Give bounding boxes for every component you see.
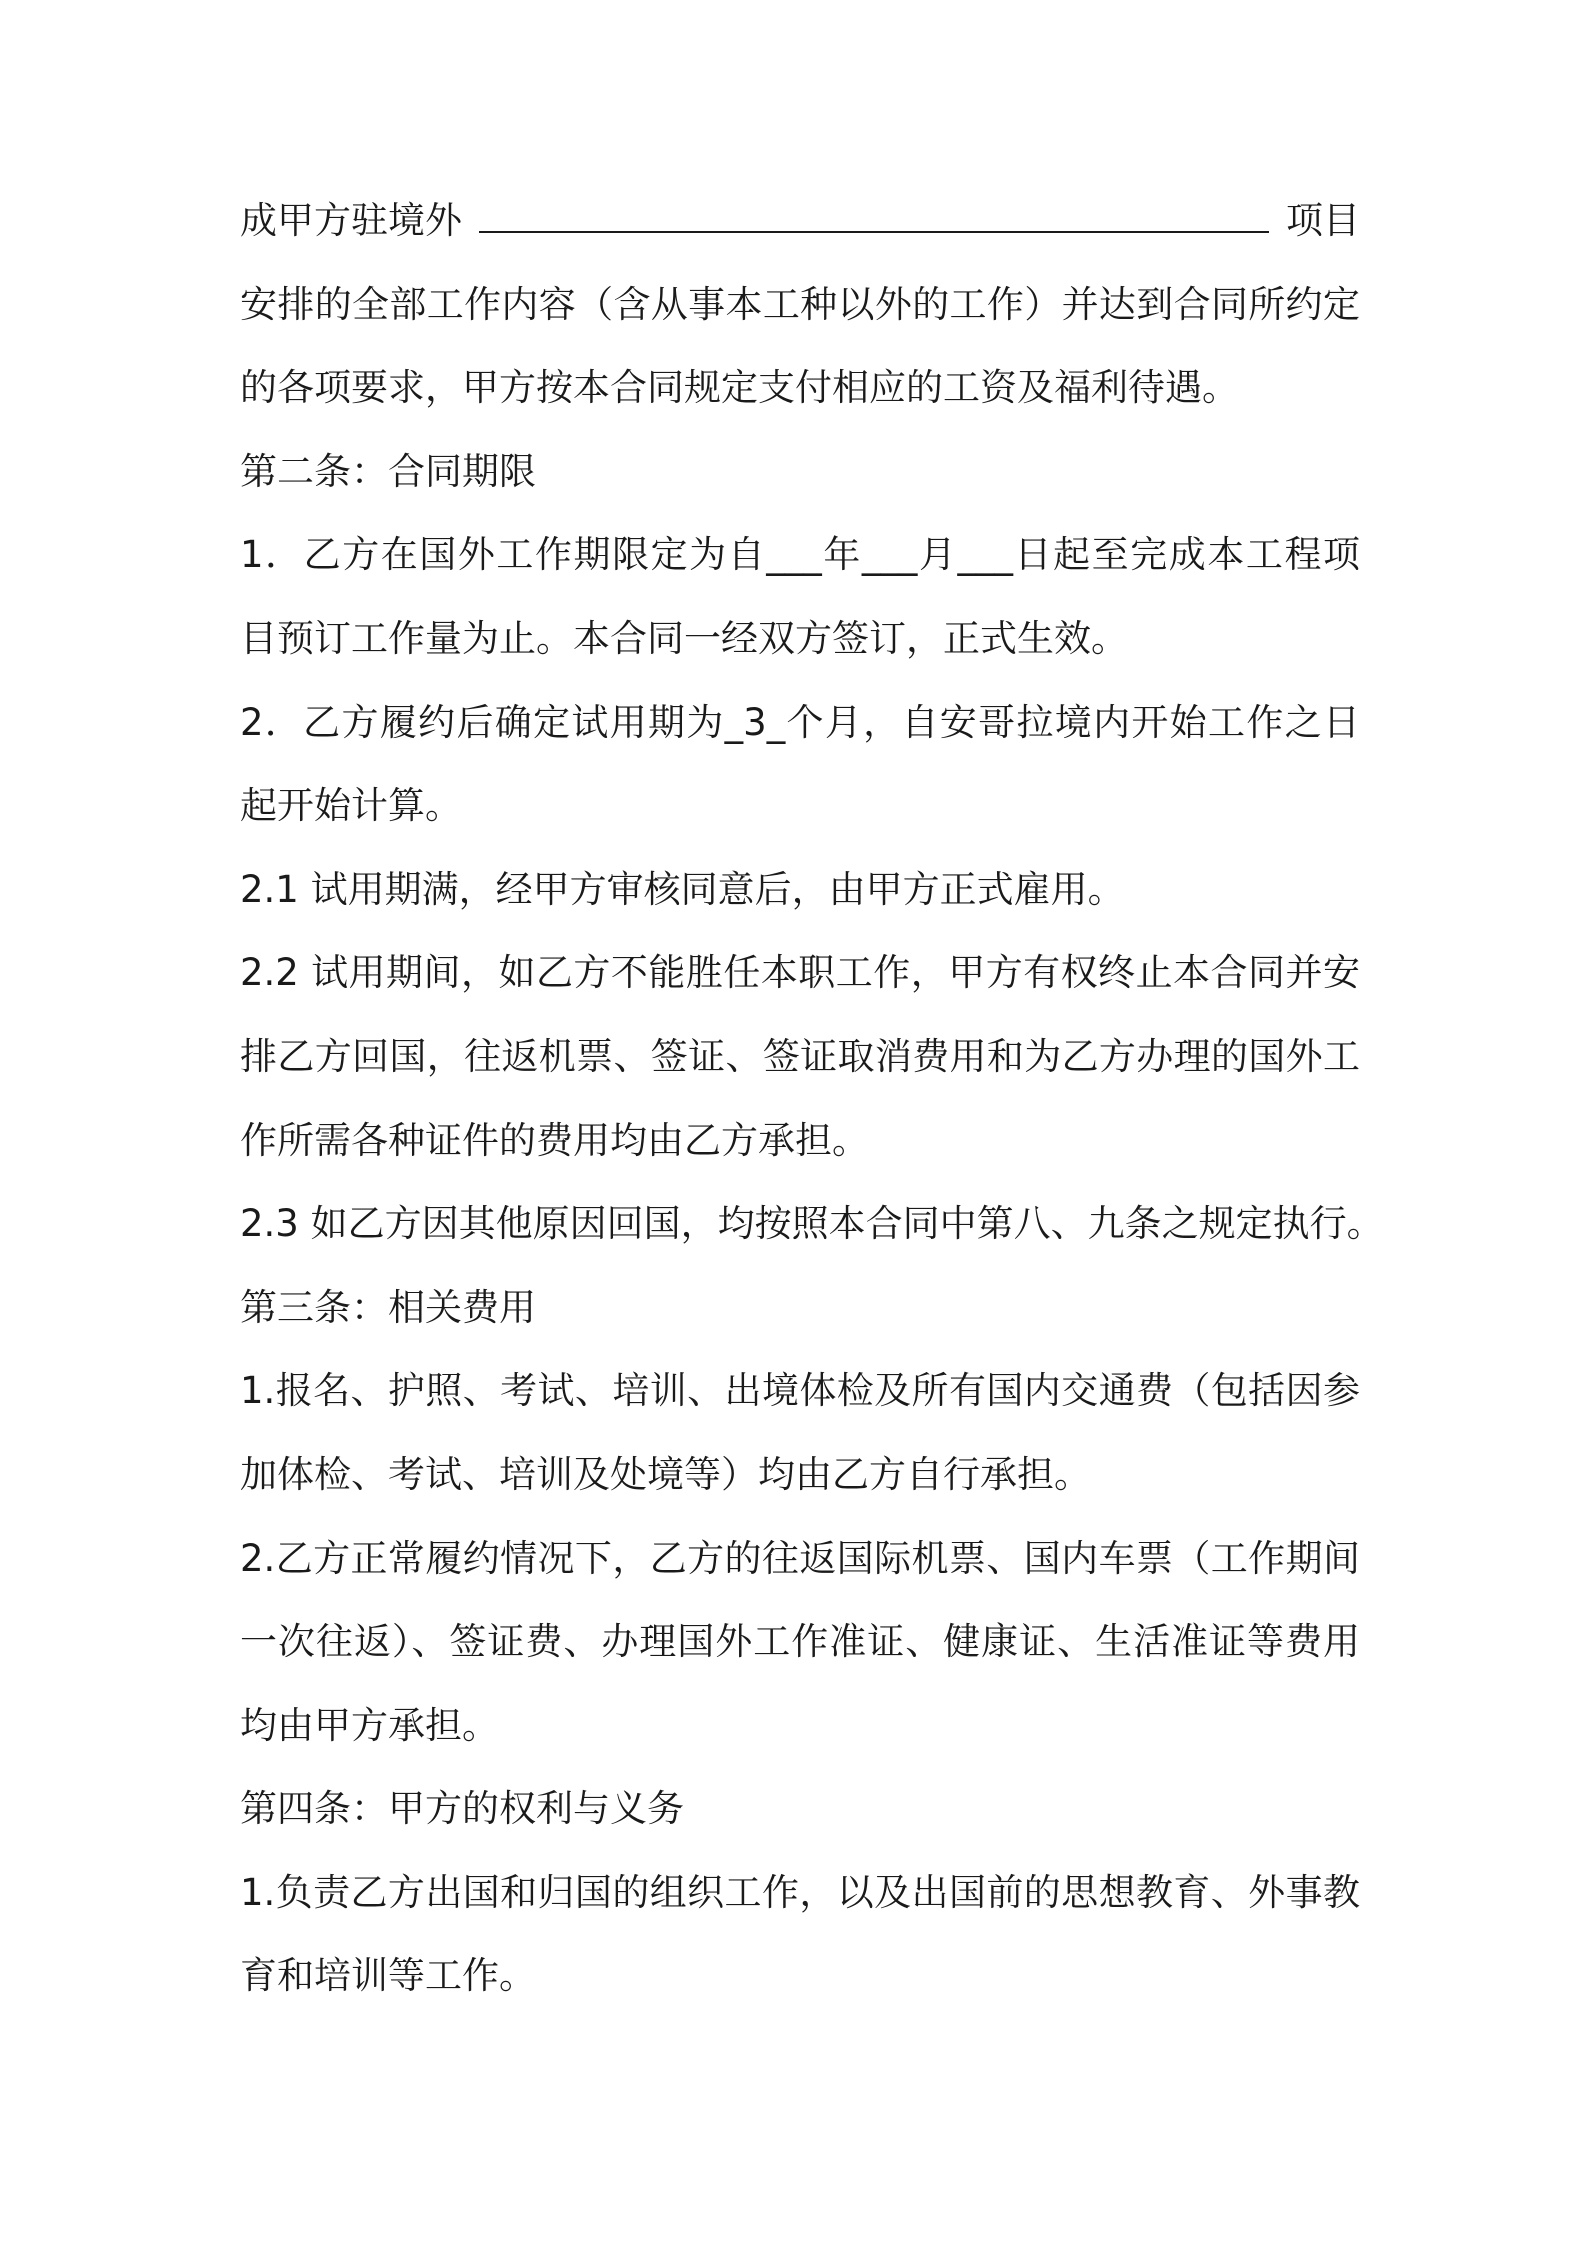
paragraph-line: 起开始计算。: [240, 784, 462, 828]
paragraph-line: 安排的全部工作内容（含从事本工种以外的工作）并达到合同所约定: [240, 282, 1360, 326]
paragraph-line: 1.报名、护照、考试、培训、出境体检及所有国内交通费（包括因参: [240, 1369, 1360, 1413]
paragraph-line: 一次往返）、签证费、办理国外工作准证、健康证、生活准证等费用: [240, 1620, 1360, 1664]
paragraph-line: 目预订工作量为止。本合同一经双方签订，正式生效。: [240, 616, 1128, 660]
paragraph-line: 1．乙方在国外工作期限定为自___年___月___日起至完成本工程项: [240, 533, 1360, 577]
paragraph-line: 2.1 试用期满，经甲方审核同意后，由甲方正式雇用。: [240, 867, 1125, 911]
fill-in-blank: [479, 197, 1269, 233]
section-heading: 第四条：甲方的权利与义务: [240, 1787, 684, 1831]
section-heading: 第二条：合同期限: [240, 449, 536, 493]
paragraph-line: [240, 196, 1360, 280]
paragraph-line: 2.3 如乙方因其他原因回国，均按照本合同中第八、九条之规定执行。: [240, 1202, 1384, 1246]
paragraph-line: 加体检、考试、培训及处境等）均由乙方自行承担。: [240, 1452, 1091, 1496]
paragraph-line: 排乙方回国，往返机票、签证、签证取消费用和为乙方办理的国外工: [240, 1034, 1360, 1078]
paragraph-line: 2.乙方正常履约情况下，乙方的往返国际机票、国内车票（工作期间: [240, 1536, 1360, 1580]
line-text-end: 项目: [1286, 199, 1360, 242]
paragraph-line: 2．乙方履约后确定试用期为_3_个月，自安哥拉境内开始工作之日: [240, 700, 1360, 744]
paragraph-line: 的各项要求，甲方按本合同规定支付相应的工资及福利待遇。: [240, 366, 1239, 410]
paragraph-line: 作所需各种证件的费用均由乙方承担。: [240, 1118, 869, 1162]
document-body: [240, 196, 1384, 2035]
paragraph-line: 1.负责乙方出国和归国的组织工作，以及出国前的思想教育、外事教: [240, 1870, 1360, 1914]
line-text-start: 成甲方驻境外: [240, 199, 462, 242]
paragraph-line: 育和培训等工作。: [240, 1954, 536, 1998]
section-heading: 第三条：相关费用: [240, 1285, 536, 1329]
paragraph-line: 均由甲方承担。: [240, 1703, 499, 1747]
paragraph-line: 2.2 试用期间，如乙方不能胜任本职工作，甲方有权终止本合同并安: [240, 951, 1360, 995]
